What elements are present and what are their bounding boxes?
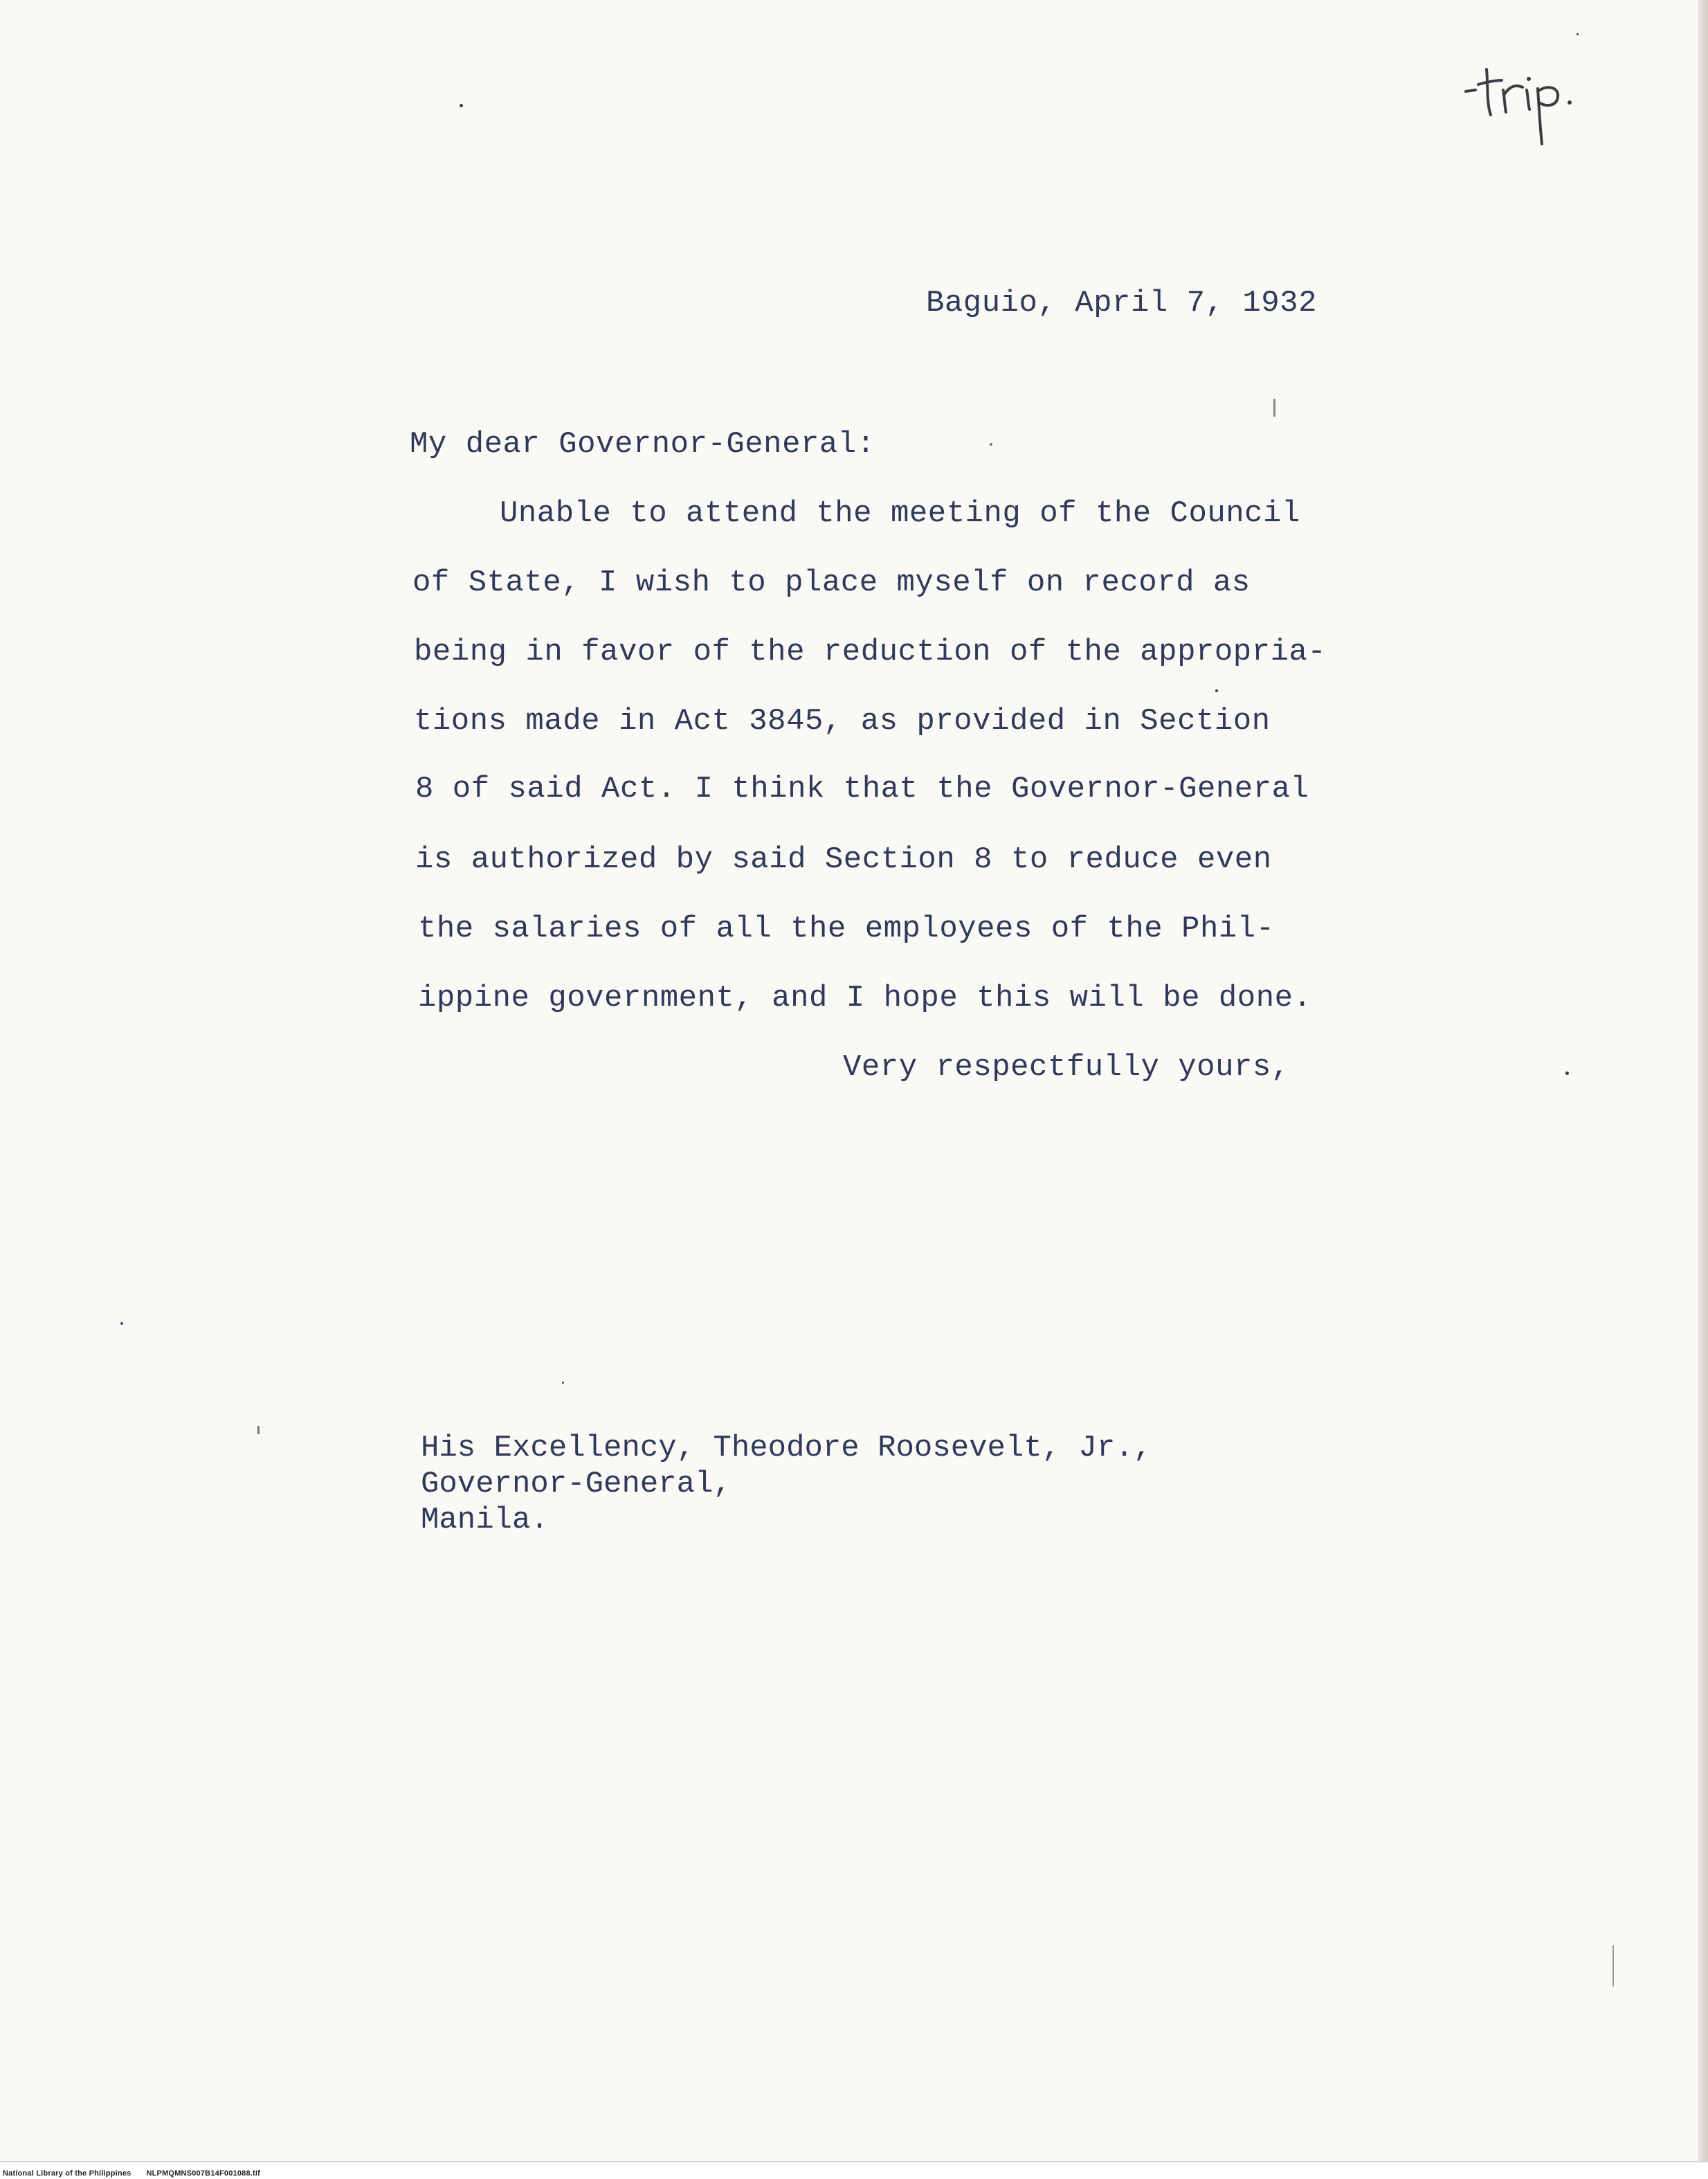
scan-speck [460,104,463,107]
scan-edge [1698,0,1708,2179]
scan-speck [1577,33,1579,35]
body-line: 8 of said Act. I think that the Governor-General [415,772,1309,806]
scan-speck [1273,399,1275,417]
body-line: the salaries of all the employees of the Phil- [418,912,1275,946]
salutation: My dear Governor-General: [410,427,875,462]
footer-caption [3,2169,260,2178]
address-line: His Excellency, Theodore Roosevelt, Jr., [421,1431,1152,1465]
handwritten-note [1460,48,1612,159]
archive-name: National Library of the Philippines [3,2169,131,2178]
address-line: Manila. [421,1503,549,1537]
date-line: Baguio, April 7, 1932 [926,286,1317,320]
address-line: Governor-General, [421,1467,732,1501]
body-line: of State, I wish to place myself on record as [412,566,1251,600]
note-letter-p [1538,87,1558,144]
note-dash [1466,90,1475,91]
closing: Very respectfully yours, [843,1050,1290,1085]
footer-strip [0,2161,1708,2179]
note-letter-t [1478,69,1502,115]
note-letter-i [1527,90,1529,109]
scan-speck [562,1382,564,1384]
scan-speck [1565,1072,1569,1075]
body-line: tions made in Act 3845, as provided in Section [414,704,1271,739]
body-line: ippine government, and I hope this will be done. [418,981,1312,1015]
body-line: being in favor of the reduction of the appropria- [414,635,1327,669]
scan-speck [1612,1945,1614,1987]
scan-speck [257,1426,260,1434]
note-period [1568,100,1572,105]
scan-speck [1215,689,1218,692]
scan-speck [990,443,992,446]
note-letter-r [1503,86,1523,112]
note-dot-i [1527,77,1531,81]
body-line: is authorized by said Section 8 to reduce even [415,842,1272,877]
body-line: Unable to attend the meeting of the Council [500,496,1300,531]
scan-speck [120,1322,123,1325]
file-name: NLPMQMNS007B14F001088.tif [146,2169,261,2178]
